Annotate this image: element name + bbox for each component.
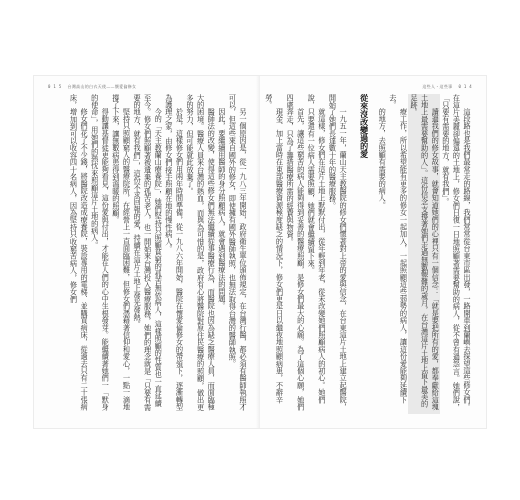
paragraph: 今的「天主教蘭山療養院」，她們堅持只照顧貧窮的孤苦無依病人，這樣照顧的性質也一直延續至今。修女們照顧著被遺棄的孤苦老人，也一開始來台灣投入醫療服務，她們的理念就是「只要有需要的地方，就有我們」，這份不求回報的愛，持續在這片土地上發光發熱。 xyxy=(133,94,164,411)
right-header-title: 這些人・這些事 xyxy=(422,84,453,89)
paragraph: 這段路也是我們最常走的路線，我們常常從台東市區出發，一路開車到蘭嶼去探望這些修女們。在這片美麗卻偏遠的土地上，修女們日復一日地照顧著需要幫助的病人，從不曾有過怨言。她們說，「只要有需要的地方，就有我們」。 xyxy=(441,94,472,411)
left-body-text xyxy=(50,94,248,414)
paragraph: 醫師法的改變，使得這些修女們無法繼續從事醫療行為，而醫院也因為缺乏醫療人員，而面臨極大的困境。醫療人員來台灣的熱血，而與為可惜的是，政府有心將醫院對原住民醫療的照顧，做出更多的努力，但可能就此放棄了。 xyxy=(186,94,217,411)
section-heading: 從來沒改變過的愛 xyxy=(359,94,369,158)
paragraph: 的地方，去照顧有需要的病人。 xyxy=(378,108,388,210)
left-running-header xyxy=(48,84,136,90)
right-body-text xyxy=(264,94,472,414)
paragraph: 因此，要繼續用醫師的身分照顧病人，就會遇到醫療法的問題。 xyxy=(217,108,227,310)
paragraph: 修女們花了不少錢，將醫院改造成療養院，裝設專用的電梯、並購買病床，從過去只有二十張病床，增加到可以收容四十名病人，因為堅持只收窮苦病人，修女們 xyxy=(69,94,90,411)
paragraph: 堅持只照顧窮人的醫療院所，在經營上一直面臨困難，但修女們憑藉著信仰和愛心，一點一滴地撐了下來，讓無數病患得到溫暖的照顧。 xyxy=(111,94,132,411)
paragraph: 現金、加上當時在東部醫療資源極度缺乏的情況下，修女們更是日以繼夜地照顧病患，不辭辛勞。 xyxy=(264,94,285,404)
paragraph: 首先，讓這些窮苦的病人能夠得到妥善的醫療照顧，是修女們最大的心願。為了這個心願，她們四處奔走，只為了籌措醫療所需的經費與物資。 xyxy=(286,94,306,411)
paragraph: 得動讓基督徒更能夠看見，這份愛與付出，才能在人們的心中生根發芽。能繼續著她們一「默身的使命」，用她們的熱忱來照顧這片土地的病人。 xyxy=(90,94,111,411)
book-spread xyxy=(34,76,486,428)
paragraph: 讀過我們的修女故事，就會知道她們的心裡只有一個信念：「就是要把所有的愛，都奉獻給這塊土地上最需要幫助的人」。這份信念支撐著她們走過無數艱難的歲月，在台灣這片土地上留下最美的足跡。 xyxy=(408,94,440,414)
right-page-number: 0 1 4 xyxy=(458,84,472,89)
paragraph: 就這樣，修女們在這片土地上默默付出，從年輕到年老，從未改變她們照顧病人的初心。她們說，只要還有一位病人需要照顧，她們就會繼續留下來。 xyxy=(307,94,327,404)
right-page xyxy=(260,76,486,428)
left-header-title: 台灣高山的白衣天使——懷愛倫修女 xyxy=(67,84,137,89)
paragraph: 療工作，所以希望能有更多的修女一起加入，一起照顧這些弱勢的病人，讓這份愛能夠延續下去。 xyxy=(388,94,409,404)
left-page-number: 0 1 5 xyxy=(48,84,62,89)
paragraph: 另一個原因是，從一九八三年開始，政府衛生單位頒佈規定，在台灣行醫，都必須有醫師執照才可以，但這些來自國外的修女，即使擁有國外醫師執照，也無法取得台灣的醫師執照。 xyxy=(228,94,248,411)
paragraph: 於是，這樣修女們用兩年時間準備，從一九八六年開始，醫院在懷愛倫修女的帶領下，逐漸轉型為護理之家，由修女們接手照顧在地的慢性病人。 xyxy=(164,94,185,411)
left-page xyxy=(34,76,260,428)
paragraph: 一九五一年，蘭山天主教醫院的修女們懷著對上帝的愛與信念，在台東這片土地上建立起醫院，開始了她們長達數十年的醫療服務。 xyxy=(328,94,349,411)
right-running-header xyxy=(422,84,472,90)
